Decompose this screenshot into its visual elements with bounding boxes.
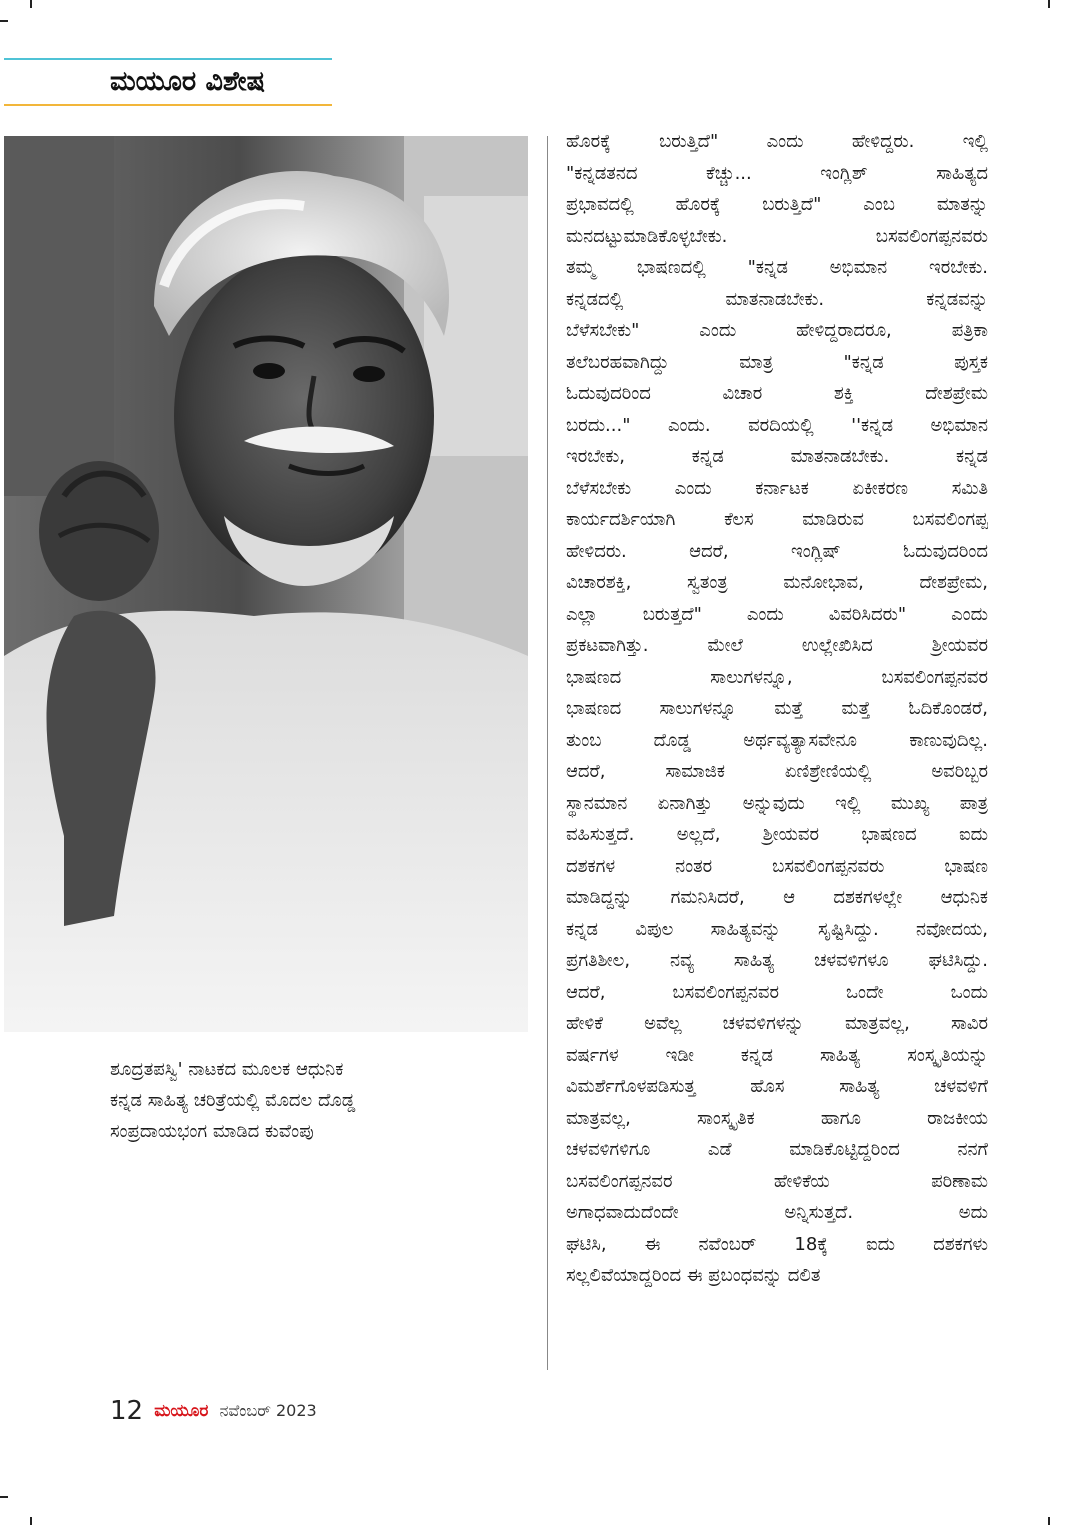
article-line: ಭಾಷಣದ ಸಾಲುಗಳನ್ನೂ ಮತ್ತೆ ಮತ್ತೆ ಓದಿಕೊಂಡರೆ,	[566, 698, 988, 719]
article-line: ಕಾರ್ಯದರ್ಶಿಯಾಗಿ ಕೆಲಸ ಮಾಡಿರುವ ಬಸವಲಿಂಗಪ್ಪ	[566, 509, 988, 530]
article-line: ಪ್ರಕಟವಾಗಿತ್ತು. ಮೇಲೆ ಉಲ್ಲೇಖಿಸಿದ ಶ್ರೀಯವರ	[566, 635, 988, 656]
column-divider	[547, 136, 548, 1370]
portrait-photo-graphic	[4, 136, 528, 1032]
crop-mark-left-bottom	[0, 1496, 8, 1498]
article-line: ಆದರೆ, ಸಾಮಾಜಿಕ ಏಣಿಶ್ರೇಣಿಯಲ್ಲಿ ಅವರಿಬ್ಬರ	[566, 761, 988, 782]
article-line: ಹೇಳಿದರು. ಆದರೆ, ಇಂಗ್ಲಿಷ್ ಓದುವುದರಿಂದ	[566, 540, 988, 562]
caption-line: ಸಂಪ್ರದಾಯಭಂಗ ಮಾಡಿದ ಕುವೆಂಪು	[110, 1121, 314, 1142]
article-line: ಮನದಟ್ಟುಮಾಡಿಕೊಳ್ಳಬೇಕು. ಬಸವಲಿಂಗಪ್ಪನವರು	[566, 225, 988, 247]
article-line: ವಿಚಾರಶಕ್ತಿ, ಸ್ವತಂತ್ರ ಮನೋಭಾವ, ದೇಶಪ್ರೇಮ,	[566, 572, 988, 593]
article-line: ಕನ್ನಡದಲ್ಲಿ ಮಾತನಾಡಬೇಕು. ಕನ್ನಡವನ್ನು	[566, 288, 988, 310]
header-rule-bottom	[4, 104, 332, 106]
issue-date: ನವೆಂಬರ್ 2023	[219, 1401, 317, 1420]
article-line: ಕನ್ನಡ ವಿಪುಲ ಸಾಹಿತ್ಯವನ್ನು ಸೃಷ್ಟಿಸಿದ್ದು. ನವೋದಯ,	[566, 918, 988, 940]
magazine-brand: ಮಯೂರ	[154, 1401, 209, 1421]
article-line: ಭಾಷಣದ ಸಾಲುಗಳನ್ನೂ, ಬಸವಲಿಂಗಪ್ಪನವರ	[566, 666, 988, 688]
article-body	[566, 126, 988, 1292]
photo-caption	[110, 1054, 470, 1147]
article-line: ಘಟಿಸಿ, ಈ ನವೆಂಬರ್ 18ಕ್ಕೆ ಐದು ದಶಕಗಳು	[566, 1233, 988, 1255]
article-line: ಎಲ್ಲಾ ಬರುತ್ತದೆ" ಎಂದು ವಿವರಿಸಿದರು" ಎಂದು	[566, 603, 988, 625]
article-line: ಹೊರಕ್ಕೆ ಬರುತ್ತಿದೆ" ಎಂದು ಹೇಳಿದ್ದರು. ಇಲ್ಲಿ	[566, 131, 988, 152]
page-footer	[110, 1396, 317, 1432]
article-line: ಹೇಳಿಕೆ ಅವೆಲ್ಲ ಚಳವಳಿಗಳನ್ನು ಮಾತ್ರವಲ್ಲ, ಸಾವಿರ	[566, 1013, 988, 1034]
article-line: ಬರದು..." ಎಂದು. ವರದಿಯಲ್ಲಿ ''ಕನ್ನಡ ಅಭಿಮಾನ	[566, 414, 988, 436]
crop-mark-left-top	[0, 20, 8, 22]
article-line: ತಮ್ಮ ಭಾಷಣದಲ್ಲಿ "ಕನ್ನಡ ಅಭಿಮಾನ ಇರಬೇಕು.	[566, 257, 988, 278]
portrait-photo	[4, 136, 528, 1032]
article-line: ಸಲ್ಲಲಿವೆಯಾದ್ದರಿಂದ ಈ ಪ್ರಬಂಧವನ್ನು ದಲಿತ	[566, 1265, 821, 1286]
article-line: ತಲೆಬರಹವಾಗಿದ್ದು ಮಾತ್ರ "ಕನ್ನಡ ಪುಸ್ತಕ	[566, 351, 988, 373]
article-line: ಪ್ರಗತಿಶೀಲ, ನವ್ಯ ಸಾಹಿತ್ಯ ಚಳವಳಿಗಳೂ ಘಟಿಸಿದ್ದು.	[566, 950, 988, 971]
article-line: ಬೆಳೆಸಬೇಕು" ಎಂದು ಹೇಳಿದ್ದರಾದರೂ, ಪತ್ರಿಕಾ	[566, 320, 988, 341]
article-line: ಬಸವಲಿಂಗಪ್ಪನವರ ಹೇಳಿಕೆಯ ಪರಿಣಾಮ	[566, 1170, 988, 1192]
article-line: ಇರಬೇಕು, ಕನ್ನಡ ಮಾತನಾಡಬೇಕು. ಕನ್ನಡ	[566, 446, 988, 467]
section-title: ಮಯೂರ ವಿಶೇಷ	[110, 66, 265, 97]
article-line: ದಶಕಗಳ ನಂತರ ಬಸವಲಿಂಗಪ್ಪನವರು ಭಾಷಣ	[566, 855, 988, 877]
article-line: ವರ್ಷಗಳ ಇಡೀ ಕನ್ನಡ ಸಾಹಿತ್ಯ ಸಂಸ್ಕೃತಿಯನ್ನು	[566, 1044, 988, 1066]
article-line: ಮಾಡಿದ್ದನ್ನು ಗಮನಿಸಿದರೆ, ಆ ದಶಕಗಳಲ್ಲೇ ಆಧುನಿಕ	[566, 887, 988, 908]
article-line: ತುಂಬ ದೊಡ್ಡ ಅರ್ಥವ್ಯತ್ಯಾಸವೇನೂ ಕಾಣುವುದಿಲ್ಲ.	[566, 729, 988, 751]
caption-line: ಶೂದ್ರತಪಸ್ವಿ' ನಾಟಕದ ಮೂಲಕ ಆಧುನಿಕ	[110, 1059, 344, 1080]
article-line: ಪ್ರಭಾವದಲ್ಲಿ ಹೊರಕ್ಕೆ ಬರುತ್ತಿದೆ" ಎಂಬ ಮಾತನ್ನು	[566, 194, 988, 215]
article-line: ಆದರೆ, ಬಸವಲಿಂಗಪ್ಪನವರ ಒಂದೇ ಒಂದು	[566, 981, 988, 1003]
article-line: "ಕನ್ನಡತನದ ಕೆಚ್ಚು... ಇಂಗ್ಲಿಶ್ ಸಾಹಿತ್ಯದ	[566, 162, 988, 184]
article-line: ವಹಿಸುತ್ತದೆ. ಅಲ್ಲದೆ, ಶ್ರೀಯವರ ಭಾಷಣದ ಐದು	[566, 824, 988, 845]
header-rule-top	[4, 58, 332, 60]
article-line: ಬೆಳೆಸಬೇಕು ಎಂದು ಕರ್ನಾಟಕ ಏಕೀಕರಣ ಸಮಿತಿ	[566, 477, 988, 499]
article-line: ಸ್ಥಾನಮಾನ ಏನಾಗಿತ್ತು ಅನ್ನುವುದು ಇಲ್ಲಿ ಮುಖ್ಯ ಪಾತ್ರ	[566, 792, 988, 814]
crop-mark-top-left	[30, 0, 32, 8]
page-number: 12	[110, 1396, 144, 1426]
article-line: ಮಾತ್ರವಲ್ಲ, ಸಾಂಸ್ಕೃತಿಕ ಹಾಗೂ ರಾಜಕೀಯ	[566, 1107, 988, 1129]
crop-mark-bottom-right	[1048, 1517, 1050, 1525]
crop-mark-bottom-left	[30, 1517, 32, 1525]
article-line: ಚಳವಳಿಗಳಿಗೂ ಎಡೆ ಮಾಡಿಕೊಟ್ಟಿದ್ದರಿಂದ ನನಗೆ	[566, 1139, 988, 1160]
caption-line: ಕನ್ನಡ ಸಾಹಿತ್ಯ ಚರಿತ್ರೆಯಲ್ಲಿ ಮೊದಲ ದೊಡ್ಡ	[110, 1090, 356, 1111]
crop-mark-top-right	[1048, 0, 1050, 8]
article-line: ಓದುವುದರಿಂದ ವಿಚಾರ ಶಕ್ತಿ ದೇಶಪ್ರೇಮ	[566, 383, 988, 404]
article-line: ಅಗಾಧವಾದುದೆಂದೇ ಅನ್ನಿಸುತ್ತದೆ. ಅದು	[566, 1202, 988, 1223]
article-line: ವಿಮರ್ಶೆಗೊಳಪಡಿಸುತ್ತ ಹೊಸ ಸಾಹಿತ್ಯ ಚಳವಳಿಗೆ	[566, 1076, 988, 1097]
